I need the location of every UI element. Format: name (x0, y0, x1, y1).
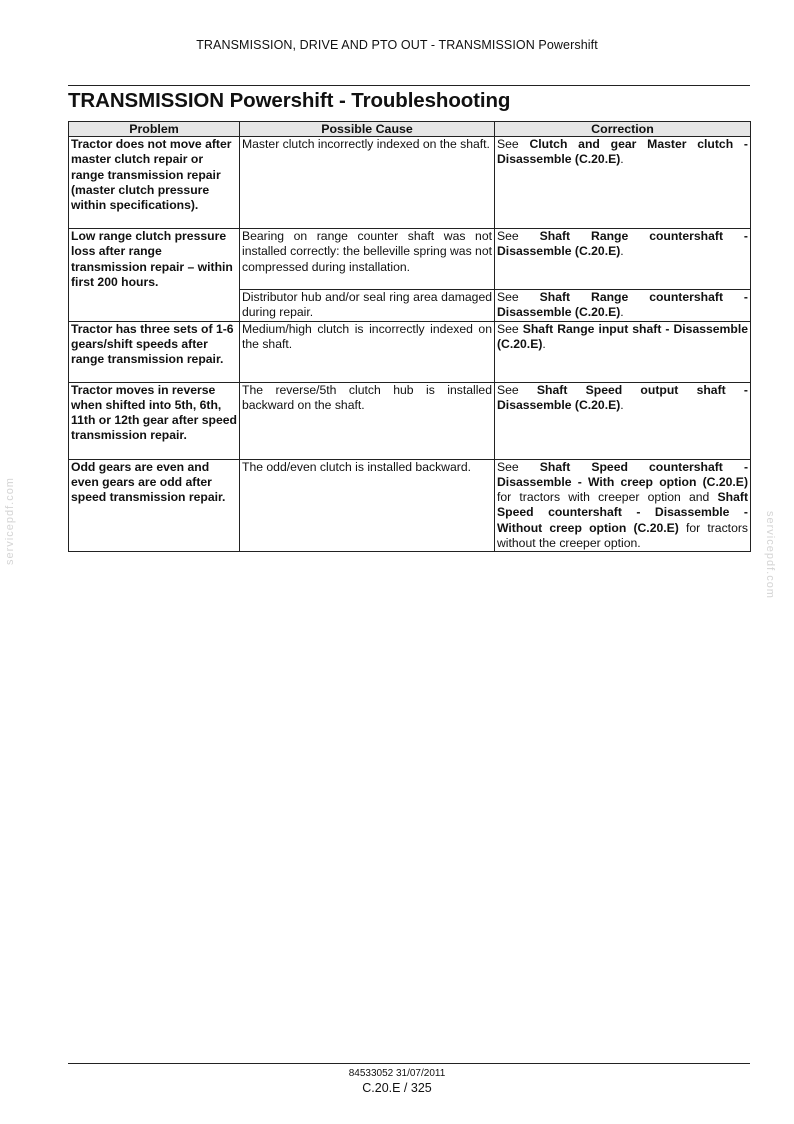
correction-text: . (542, 336, 546, 351)
correction-reference: Shaft Range countershaft - Disassemble (C.20.E) (497, 229, 748, 259)
correction-cell (495, 459, 751, 552)
table-header-row (69, 122, 751, 137)
page-number: C.20.E / 325 (362, 1081, 432, 1095)
problem-cell: Tractor moves in reverse when shifted into 5th, 6th, 11th or 12th gear after speed transmission repair. (69, 382, 240, 459)
cause-cell: The odd/even clutch is installed backward. (240, 459, 495, 552)
correction-reference: Shaft Range input shaft - Disassemble (C.20.E) (497, 321, 749, 351)
correction-cell (495, 290, 751, 322)
correction-reference: Shaft Speed countershaft - Disassemble - With creep option (C.20.E) (497, 459, 748, 489)
correction-text: . (620, 152, 624, 167)
correction-reference: Shaft Speed output shaft - Disassemble (C.20.E) (497, 382, 748, 412)
problem-cell: Low range clutch pressure loss after range transmission repair – within first 200 hours. (69, 229, 240, 322)
cause-cell: Medium/high clutch is incorrectly indexed on the shaft. (240, 321, 495, 382)
column-header-correction: Correction (495, 122, 751, 137)
header-rule (68, 85, 750, 86)
problem-cell: Tractor has three sets of 1-6 gears/shift speeds after range transmission repair. (69, 321, 240, 382)
correction-cell (495, 137, 751, 229)
correction-text: for tractors without the creeper option. (497, 520, 748, 551)
correction-text: See (497, 290, 540, 304)
running-header: TRANSMISSION, DRIVE AND PTO OUT - TRANSMISSION Powershift (196, 38, 598, 52)
correction-text: . (620, 305, 624, 320)
table-row (69, 382, 751, 459)
correction-text: See (497, 459, 540, 474)
page-title: TRANSMISSION Powershift - Troubleshooting (68, 89, 511, 112)
correction-reference: Shaft Range countershaft - Disassemble (C.20.E) (497, 290, 748, 320)
table-row (69, 229, 751, 290)
column-header-cause: Possible Cause (240, 122, 495, 137)
cause-cell: Distributor hub and/or seal ring area damaged during repair. (240, 290, 495, 322)
correction-text: See (497, 321, 523, 336)
table-row (69, 321, 751, 382)
correction-cell (495, 229, 751, 290)
correction-text: See (497, 229, 540, 243)
correction-cell (495, 382, 751, 459)
footer-rule (68, 1063, 750, 1064)
correction-cell (495, 321, 751, 382)
correction-text: . (620, 397, 624, 412)
correction-text: See (497, 137, 530, 151)
correction-text: for tractors with creeper option and (497, 490, 718, 505)
problem-cell: Odd gears are even and even gears are odd after speed transmission repair. (69, 459, 240, 552)
correction-text: See (497, 382, 537, 397)
correction-reference: Clutch and gear Master clutch - Disassemble (C.20.E) (497, 137, 748, 167)
table-row (69, 137, 751, 229)
cause-cell: Master clutch incorrectly indexed on the shaft. (240, 137, 495, 229)
watermark-left: servicepdf.com (4, 477, 16, 565)
table-row (69, 459, 751, 552)
correction-reference: Shaft Speed countershaft - Disassemble - Without creep option (C.20.E) (497, 490, 748, 535)
correction-text: . (620, 244, 624, 259)
problem-cell: Tractor does not move after master clutch repair or range transmission repair (master clutch pressure within specifications). (69, 137, 240, 229)
troubleshooting-table (68, 121, 751, 552)
watermark-right: servicepdf.com (764, 511, 776, 599)
cause-cell: The reverse/5th clutch hub is installed backward on the shaft. (240, 382, 495, 459)
cause-cell: Bearing on range counter shaft was not installed correctly: the belleville spring was not compressed during installation. (240, 229, 495, 290)
column-header-problem: Problem (69, 122, 240, 137)
table-body (69, 137, 751, 552)
document-reference: 84533052 31/07/2011 (348, 1068, 446, 1079)
